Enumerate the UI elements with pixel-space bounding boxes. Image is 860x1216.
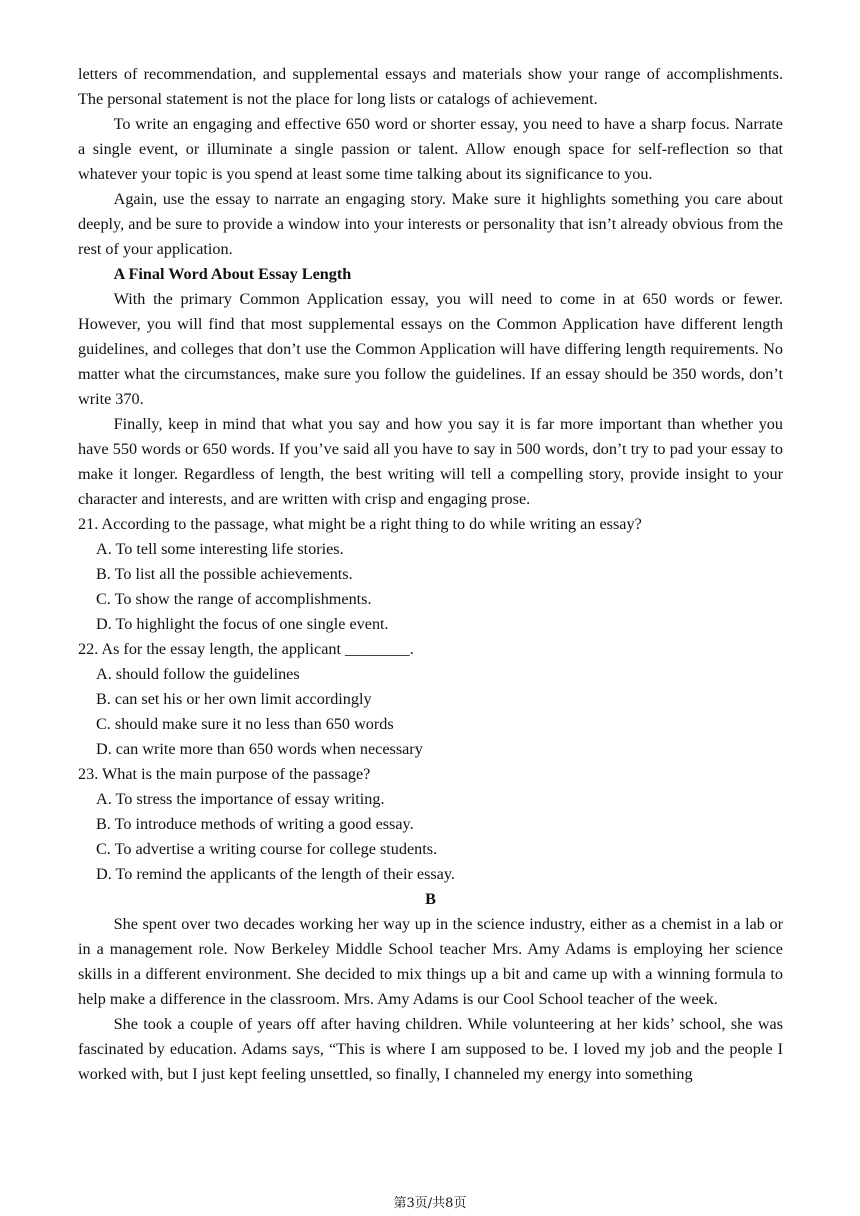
question-option: D. can write more than 650 words when necessary — [96, 740, 423, 758]
passage-a-paragraph-1: letters of recommendation, and supplemental essays and materials show your range of accomplishments. The personal statement is not the place for long lists or catalogs of achievement. — [78, 65, 783, 108]
question-option: B. To list all the possible achievements. — [96, 565, 353, 583]
passage-a-paragraph-4: With the primary Common Application essay, you will need to come in at 650 words or fewer. However, you will find that most supplemental essays on the Common Application have different length guidelines, and colleges that don’t use the Common Application will have differing length requirements. No matter what the circumstances, make sure you follow the guidelines. If an essay should be 350 words, don’t write 370. — [78, 290, 783, 408]
question-option: C. should make sure it no less than 650 words — [96, 715, 394, 733]
passage-b-paragraph-1: She spent over two decades working her way up in the science industry, either as a chemist in a lab or in a management role. Now Berkeley Middle School teacher Mrs. Amy Adams is employing her science skills in a different environment. She decided to mix things up a bit and came up with a winning formula to help make a difference in the classroom. Mrs. Amy Adams is our Cool School teacher of the week. — [78, 915, 783, 1008]
question-option: C. To advertise a writing course for college students. — [96, 840, 438, 858]
question-23 — [78, 762, 783, 887]
question-option: B. To introduce methods of writing a good essay. — [96, 815, 414, 833]
question-21 — [78, 512, 783, 637]
passage-a-paragraph-5: Finally, keep in mind that what you say and how you say it is far more important than whether you have 550 words or 650 words. If you’ve said all you have to say in 500 words, don’t try to pad your essay to make it longer. Regardless of length, the best writing will tell a compelling story, provide insight to your character and interests, and are written with crisp and engaging prose. — [78, 415, 783, 508]
question-stem: 21. According to the passage, what might be a right thing to do while writing an essay? — [78, 515, 642, 533]
question-option: A. should follow the guidelines — [96, 665, 300, 683]
question-option: A. To tell some interesting life stories. — [96, 540, 344, 558]
section-heading: A Final Word About Essay Length — [113, 265, 352, 283]
question-22 — [78, 637, 783, 762]
question-option: D. To highlight the focus of one single event. — [96, 615, 389, 633]
passage-a-paragraph-2: To write an engaging and effective 650 word or shorter essay, you need to have a sharp focus. Narrate a single event, or illuminate a single passion or talent. Allow enough space for self-reflection so that whatever your topic is you spend at least some time talking about its significance to you. — [78, 115, 783, 183]
passage-b-paragraph-2: She took a couple of years off after having children. While volunteering at her kids’ school, she was fascinated by education. Adams says, “This is where I am supposed to be. I loved my job and the people I worked with, but I just kept feeling unsettled, so finally, I channeled my energy into something — [78, 1015, 783, 1083]
passage-b-letter: B — [425, 890, 436, 908]
passage-a-paragraph-3: Again, use the essay to narrate an engaging story. Make sure it highlights something you care about deeply, and be sure to provide a window into your interests or personality that isn’t already obvious from the rest of your application. — [78, 190, 783, 258]
question-stem: 23. What is the main purpose of the passage? — [78, 765, 371, 783]
question-option: B. can set his or her own limit accordingly — [96, 690, 372, 708]
question-option: C. To show the range of accomplishments. — [96, 590, 372, 608]
document-page — [78, 62, 783, 1087]
page-number-footer: 第3页/共8页 — [393, 1196, 467, 1211]
question-stem: 22. As for the essay length, the applicant ________. — [78, 640, 414, 658]
question-option: A. To stress the importance of essay writing. — [96, 790, 385, 808]
question-option: D. To remind the applicants of the length of their essay. — [96, 865, 455, 883]
